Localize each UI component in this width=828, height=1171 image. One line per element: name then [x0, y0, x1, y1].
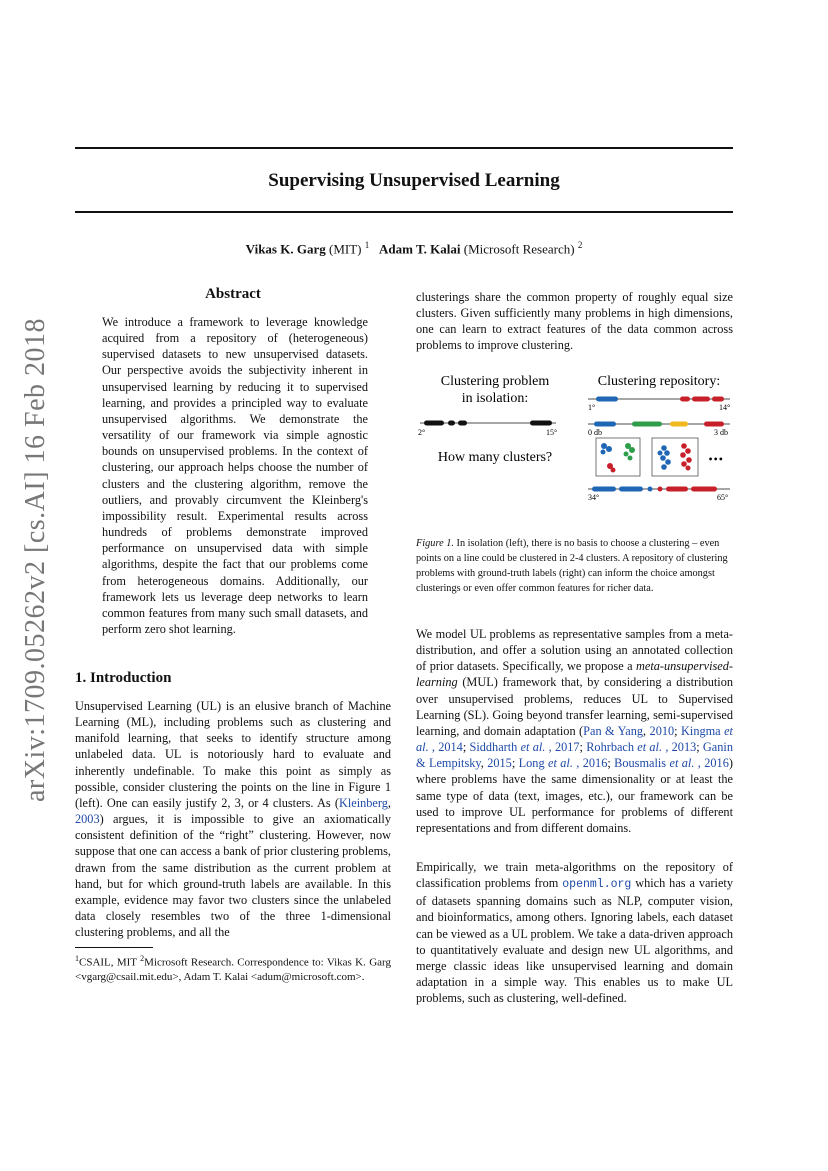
- citation-link[interactable]: , 2014: [428, 740, 463, 755]
- caption-text: In isolation (left), there is no basis to choose a clustering – even points on a line could be clustered in 2-4 clusters. A repository of clustering problems with ground-truth labels (right) can inform the choice amongst clusterings or even offer common features for richer data.: [416, 538, 728, 594]
- citation-link[interactable]: , 2016: [572, 756, 608, 771]
- citation-link[interactable]: Long: [518, 756, 548, 771]
- citation-link[interactable]: et al.: [669, 756, 695, 771]
- body-text: ;: [696, 740, 703, 755]
- citation-link[interactable]: Rohrbach: [586, 740, 638, 755]
- paper-title: Supervising Unsupervised Learning: [268, 170, 560, 191]
- body-text: Unsupervised Learning (UL) is an elusive branch of Machine Learning (ML), including problems such as clustering and manifold learning, that seeks to identify structure among unlabeled data. UL is notoriously hard to evaluate and inherently undefinable. To make this point as simply as possible, consider clustering the points on the line in Figure 1 (left). One can easily justify 2, 3, or 4 clusters. As (: [75, 699, 391, 810]
- figure-left-title: Clustering problem: [440, 374, 550, 389]
- body-text: ;: [674, 723, 682, 738]
- body-paragraph: clusterings share the common property of roughly equal size clusters. Given sufficiently many problems in high dimensions, one can learn to extract features of the data common across problems to improve clustering.: [416, 290, 733, 353]
- citation-link[interactable]: , 2016: [694, 756, 729, 771]
- yellow-cluster: [670, 422, 688, 427]
- citation-link[interactable]: et al.: [520, 740, 546, 755]
- body-text: ;: [579, 740, 587, 755]
- body-paragraph: [416, 626, 733, 836]
- citation-link[interactable]: Ganin & Lempitsky: [416, 740, 733, 771]
- tick-label: 14°: [719, 403, 731, 412]
- tick-label: 0 db: [588, 428, 602, 437]
- author-name: Adam T. Kalai: [378, 241, 461, 257]
- intro-paragraph: [75, 698, 391, 940]
- citation-link[interactable]: Bousmalis: [614, 756, 670, 771]
- citation-link[interactable]: Kleinberg: [338, 795, 388, 810]
- scatter-box: [652, 438, 698, 476]
- figure-left-title: in isolation:: [461, 391, 529, 406]
- ellipsis: •••: [708, 455, 724, 464]
- title-rule-bottom: [75, 211, 733, 213]
- citation-link[interactable]: Kingma: [681, 723, 725, 738]
- tick-label: 2°: [418, 428, 426, 437]
- footnote-text: CSAIL, MIT: [79, 956, 141, 969]
- body-text: ,: [643, 723, 650, 738]
- figure-question: How many clusters?: [437, 450, 553, 465]
- body-text: ,: [480, 756, 488, 771]
- citation-link[interactable]: et al.: [416, 723, 733, 755]
- red-cluster: [658, 487, 718, 492]
- citation-link[interactable]: et al.: [548, 756, 573, 771]
- citation-link[interactable]: , 2017: [545, 740, 580, 755]
- citation-link[interactable]: 2003: [75, 812, 100, 827]
- tick-label: 3 db: [714, 428, 728, 437]
- body-text: Empirically, we train meta-algorithms on the repository of classification problems from: [416, 860, 733, 891]
- figure-caption: [416, 536, 733, 596]
- footnote-text: Microsoft Research. Correspondence to: Vikas K. Garg <vgarg@csail.mit.edu>, Adam T. Kalai <adum@microsoft.com>.: [75, 956, 391, 984]
- citation-link[interactable]: , 2013: [662, 740, 697, 755]
- body-text: which has a variety of datasets spanning domains such as NLP, computer vision, and bioinformatics, among others. Ignoring labels, each dataset can be viewed as a UL problem. We take a data-driven approach to quantitatively evaluate and design new UL algorithms, and merge classic ideas like unsupervised learning and domain adaptation in a simple way. This enables us to make UL problems, such as clustering, well-defined.: [416, 876, 733, 1006]
- author-affiliation: (MIT): [325, 241, 365, 257]
- citation-link[interactable]: et al.: [637, 740, 663, 755]
- footnote: [75, 952, 391, 985]
- blue-cluster: [658, 445, 671, 470]
- red-cluster: [680, 443, 692, 470]
- green-cluster: [632, 422, 662, 427]
- body-text: ;: [511, 756, 519, 771]
- blue-cluster: [594, 422, 616, 427]
- body-paragraph: [416, 859, 733, 1006]
- blue-cluster: [601, 443, 613, 455]
- citation-link[interactable]: 2010: [649, 723, 675, 738]
- body-text: ) argues, it is impossible to give an axiomatically consistent definition of the “right” clustering. However, now suppose that one can access a bank of prior clustering problems, drawn from the same distribution as the current problem at hand, but for which ground-truth labels are available. In this example, evidence may favor two clusters since the unlabeled data closely resembles two of the three 1-dimensional clustering problems, and all the: [75, 812, 391, 940]
- section-heading: 1. Introduction: [75, 670, 172, 686]
- tick-label: 1°: [588, 403, 596, 412]
- green-cluster: [624, 443, 636, 461]
- body-text: ) where problems have the same dimensionality or at least the same type of data (text, images, etc.), our framework can be used to improve UL performance for problems of different representations and from different domains.: [416, 756, 733, 835]
- arxiv-identifier: arXiv:1709.05262v2 [cs.AI] 16 Feb 2018: [20, 317, 51, 803]
- red-cluster: [607, 463, 616, 473]
- body-text: ;: [462, 740, 470, 755]
- author-affiliation: (Microsoft Research): [460, 241, 578, 257]
- tick-label: 15°: [546, 428, 558, 437]
- blue-cluster: [596, 397, 618, 402]
- author-superscript: 1: [364, 240, 370, 250]
- italic-term: meta-unsupervised-learning: [416, 659, 733, 690]
- footnote-marker: 2: [140, 954, 145, 963]
- figure-1: [414, 366, 736, 508]
- body-text: We model UL problems as representative samples from a meta-distribution, and offer a solution using an annotated collection of prior datasets. Specifically, we propose a: [416, 627, 733, 674]
- citation-link[interactable]: Siddharth: [469, 740, 521, 755]
- url-link[interactable]: openml.org: [562, 878, 632, 892]
- citation-link[interactable]: Pan & Yang: [583, 723, 644, 738]
- figure-right-title: Clustering repository:: [597, 374, 721, 389]
- author-name: Vikas K. Garg: [245, 241, 326, 257]
- title-rule-top: [75, 147, 733, 149]
- citation-link[interactable]: 2015: [487, 756, 512, 771]
- tick-label: 34°: [588, 493, 600, 502]
- body-text: ;: [607, 756, 615, 771]
- footnote-marker: 1: [75, 954, 79, 963]
- tick-label: 65°: [717, 493, 729, 502]
- author-list: [0, 240, 828, 257]
- footnote-rule: [75, 947, 153, 948]
- abstract-heading: Abstract: [205, 286, 261, 302]
- body-text: ,: [387, 795, 391, 810]
- caption-label: Figure 1.: [416, 538, 454, 549]
- red-cluster: [680, 397, 724, 402]
- abstract-text: We introduce a framework to leverage knowledge acquired from a repository of (heterogeneous) supervised datasets to new unsupervised datasets. Our perspective avoids the subjectivity inherent in unsupervised learning by reducing it to supervised learning, and provides a principled way to evaluate unsupervised algorithms. We demonstrate the versatility of our framework via simple agnostic bounds on unsupervised problems. In the context of clustering, our approach helps choose the number of clusters and the clustering algorithm, remove the outliers, and provably circumvent the Kleinberg's impossibility result. Experimental results across hundreds of problems demonstrate improved performance on unsupervised data with simple algorithms, despite the fact that our problems come from heterogeneous domains. Additionally, our framework lets us leverage deep networks to learn common features from many such small datasets, and perform zero shot learning.: [102, 315, 368, 636]
- body-text: (MUL) framework that, by considering a distribution over unsupervised problems, reduces UL to Supervised Learning (SL). Going beyond transfer learning, semi-supervised learning, and domain adaptation (: [416, 675, 733, 738]
- author-superscript: 2: [577, 240, 583, 250]
- red-cluster: [704, 422, 724, 427]
